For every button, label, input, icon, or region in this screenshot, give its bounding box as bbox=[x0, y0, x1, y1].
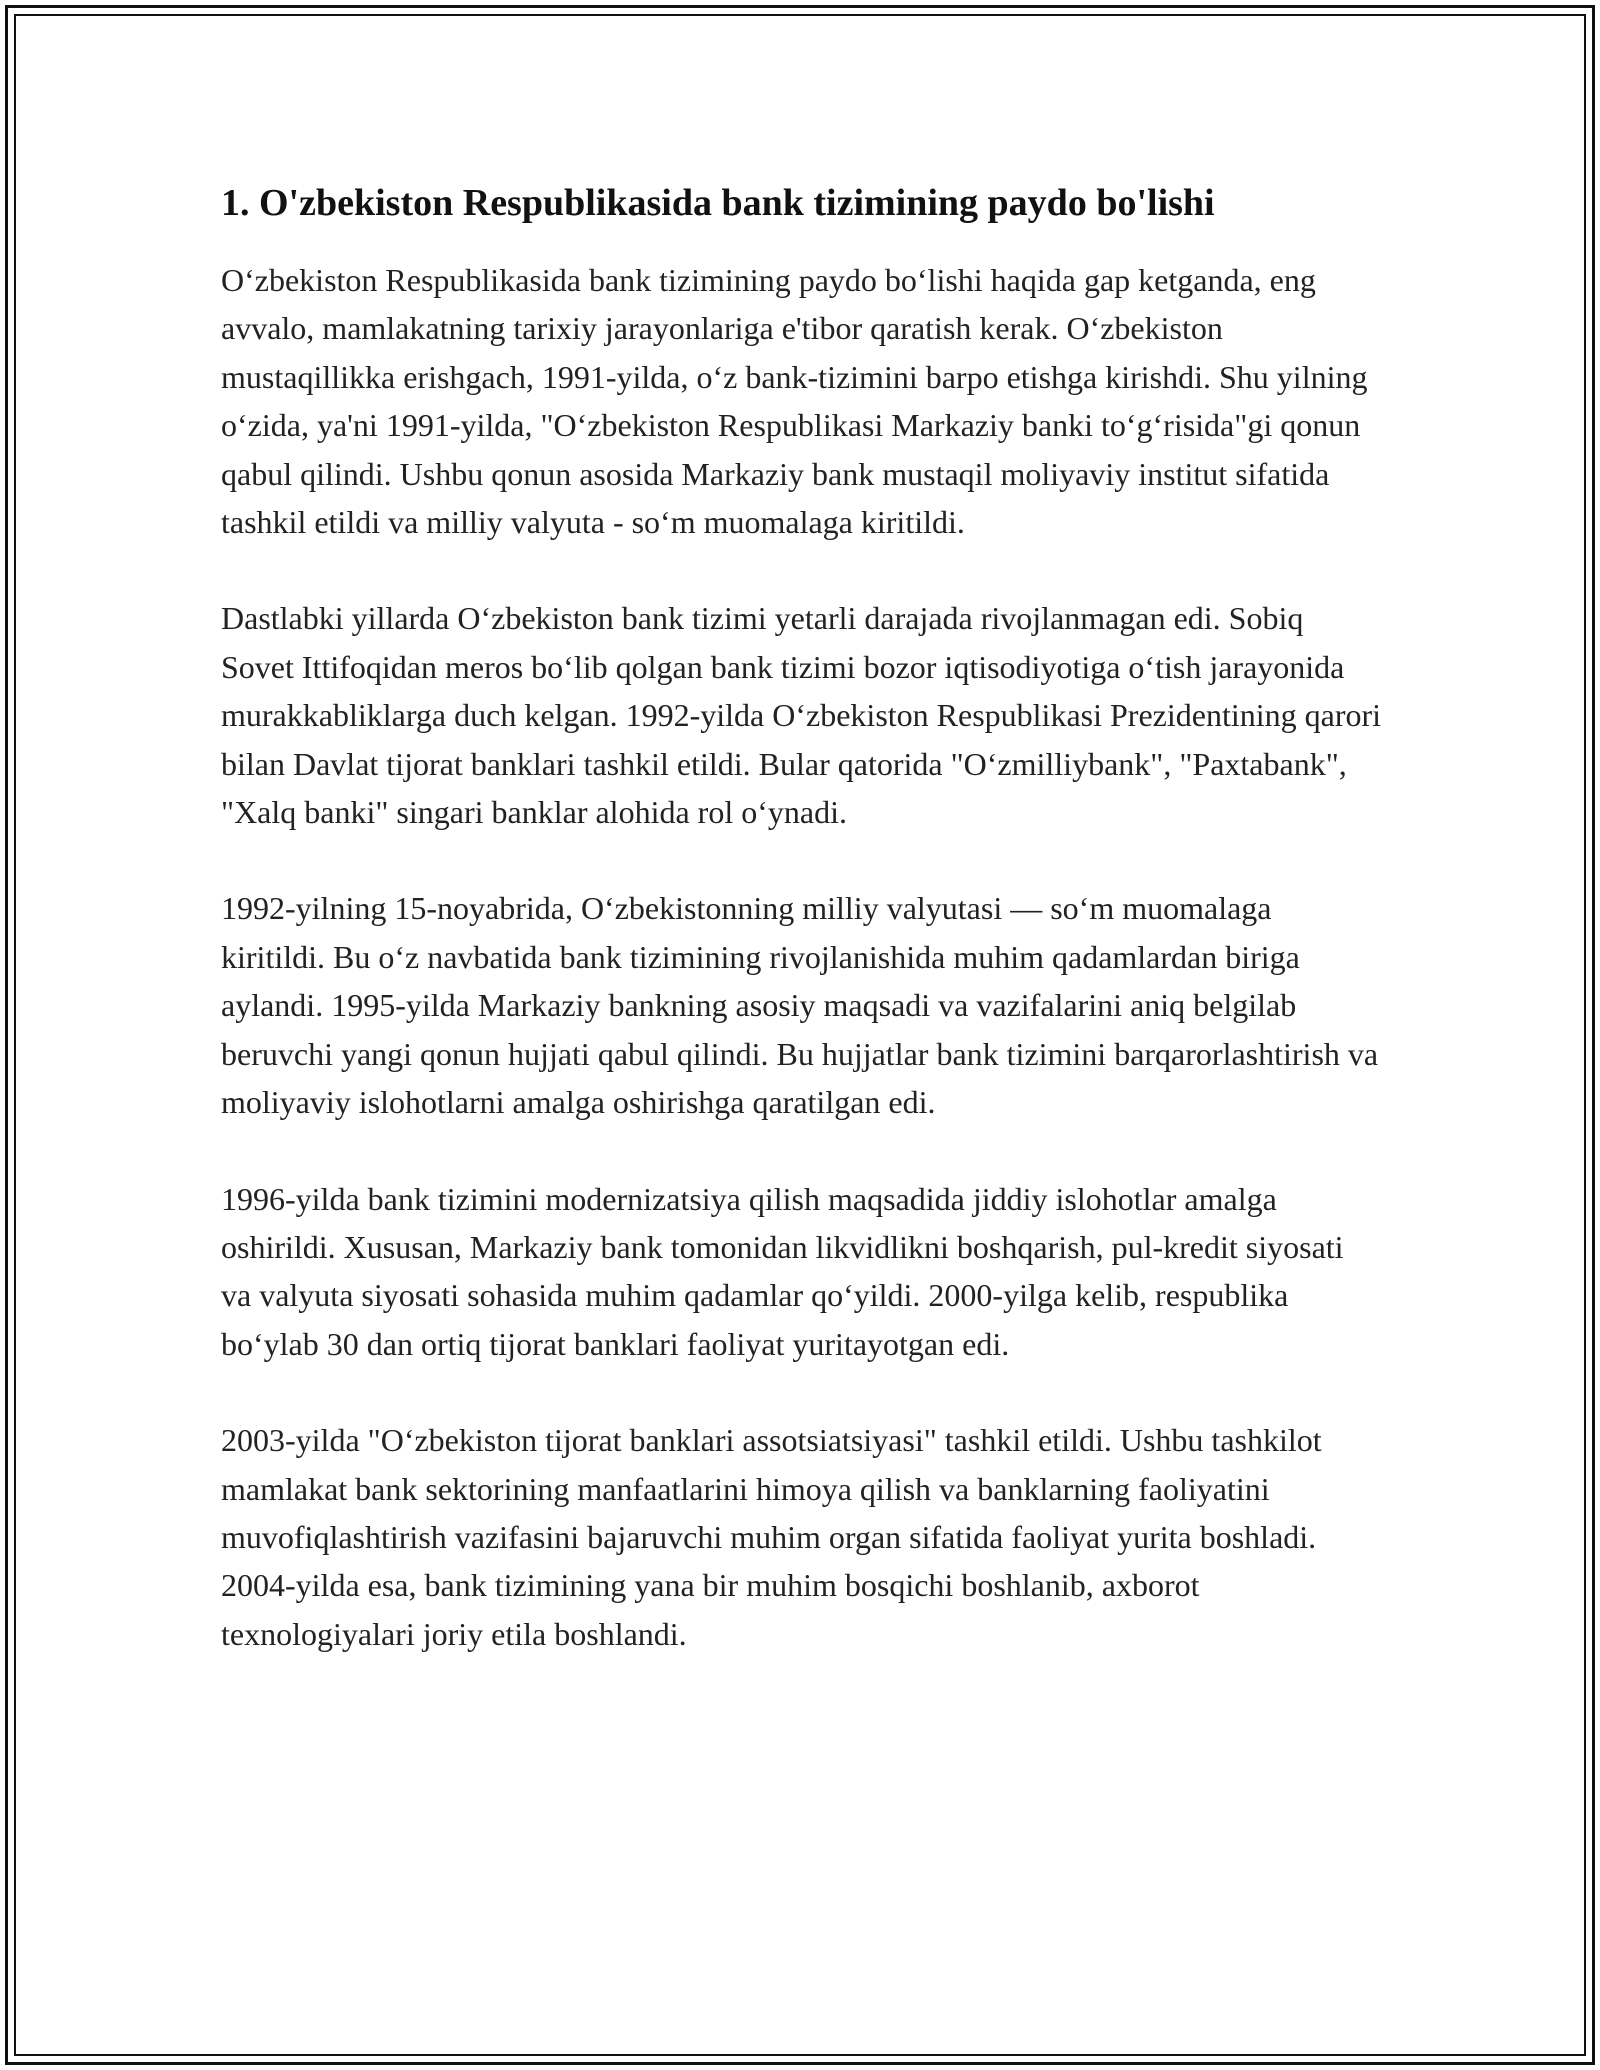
paragraph-2: Dastlabki yillarda O‘zbekiston bank tizimi yetarli darajada rivojlanmagan edi. Sobiq Sovet Ittifoqidan meros bo‘lib qolgan bank tizimi bozor iqtisodiyotiga o‘tish jarayonida murakkabliklarga duch kelgan. 1992-yilda O‘zbekiston Respublikasi Prezidentining qarori bilan Davlat tijorat banklari tashkil etildi. Bular qatorida "O‘zmilliybank", "Paxtabank", "Xalq banki" singari banklar alohida rol o‘ynadi. bbox=[221, 600, 1382, 831]
paragraph-4: 1996-yilda bank tizimini modernizatsiya qilish maqsadida jiddiy islohotlar amalga oshirildi. Xususan, Markaziy bank tomonidan likvidlikni boshqarish, pul-kredit siyosati va valyuta siyosati sohasida muhim qadamlar qo‘yildi. 2000-yilga kelib, respublika bo‘ylab 30 dan ortiq tijorat banklari faoliyat yuritayotgan edi. bbox=[221, 1180, 1344, 1362]
document-body bbox=[221, 180, 1381, 1706]
paragraph-1: O‘zbekiston Respublikasida bank tizimining paydo bo‘lishi haqida gap ketganda, eng avvalo, mamlakatning tarixiy jarayonlariga e'tibor qaratish kerak. O‘zbekiston mustaqillikka erishgach, 1991-yilda, o‘z bank-tizimini barpo etishga kirishdi. Shu yilning o‘zida, ya'ni 1991-yilda, "O‘zbekiston Respublikasi Markaziy banki to‘g‘risida"gi qonun qabul qilindi. Ushbu qonun asosida Markaziy bank mustaqil moliyaviy institut sifatida tashkil etildi va milliy valyuta - so‘m muomalaga kiritildi. bbox=[221, 262, 1368, 541]
paragraph-3: 1992-yilning 15-noyabrida, O‘zbekistonning milliy valyutasi — so‘m muomalaga kiritildi. Bu o‘z navbatida bank tizimining rivojlanishida muhim qadamlardan biriga aylandi. 1995-yilda Markaziy bankning asosiy maqsadi va vazifalarini aniq belgilab beruvchi yangi qonun hujjati qabul qilindi. Bu hujjatlar bank tizimini barqarorlashtirish va moliyaviy islohotlarni amalga oshirishga qaratilgan edi. bbox=[221, 890, 1379, 1121]
document-title: 1. O'zbekiston Respublikasida bank tizimining paydo bo'lishi bbox=[221, 182, 1215, 224]
paragraph-5: 2003-yilda "O‘zbekiston tijorat banklari assotsiatsiyasi" tashkil etildi. Ushbu tashkilot mamlakat bank sektorining manfaatlarini himoya qilish va banklarning faoliyatini muvofiqlashtirish vazifasini bajaruvchi muhim organ sifatida faoliyat yurita boshladi. 2004-yilda esa, bank tizimining yana bir muhim bosqichi boshlanib, axborot texnologiyalari joriy etila boshlandi. bbox=[221, 1422, 1322, 1652]
